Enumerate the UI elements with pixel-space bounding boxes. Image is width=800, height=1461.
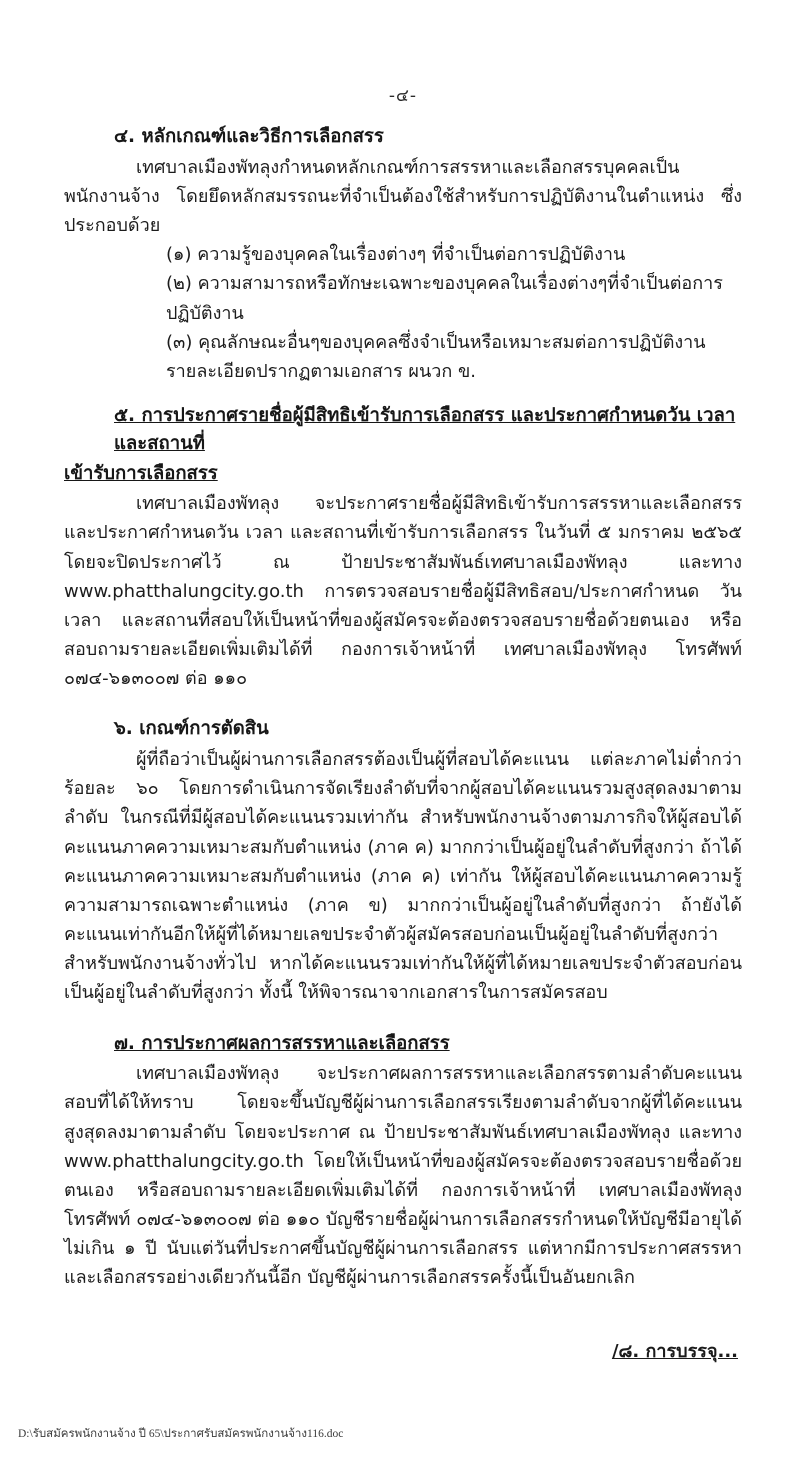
section-7 bbox=[64, 1030, 742, 1293]
continuation-note: /๘. การบรรจุ... bbox=[611, 1341, 738, 1362]
section-6 bbox=[64, 715, 742, 1007]
section-4-note: รายละเอียดปรากฏตามเอกสาร ผนวก ข. bbox=[166, 360, 477, 382]
section-4-list-item-2: (๒) ความสามารถหรือทักษะเฉพาะของบุคคลในเรื่องต่างๆที่จำเป็นต่อการปฏิบัติงาน bbox=[166, 273, 723, 324]
section-5-heading-line2: เข้ารับการเลือกสรร bbox=[64, 462, 218, 484]
page-number: -๔- bbox=[388, 86, 418, 106]
section-7-paragraph-1: เทศบาลเมืองพัทลุง จะประกาศผลการสรรหาและเลือกสรรตามลำดับคะแนนสอบที่ได้ให้ทราบ โดยจะขึ้นบัญชีผู้ผ่านการเลือกสรรเรียงตามลำดับจากผู้ที่ได้คะแนนสูงสุดลงมาตามลำดับ โดยจะประกาศ ณ ป้ายประชาสัมพันธ์เทศบาลเมืองพัทลุง และทาง www.phatthalungcity.go.th โดยให้เป็นหน้าที่ของผู้สมัครจะต้องตรวจสอบรายชื่อด้วยตนเอง หรือสอบถามรายละเอียดเพิ่มเติมได้ที่ กองการเจ้าหน้าที่ เทศบาลเมืองพัทลุง โทรศัพท์ ๐๗๔-๖๑๓๐๐๗ ต่อ ๑๑๐ บัญชีรายชื่อผู้ผ่านการเลือกสรรกำหนดให้บัญชีมีอายุได้ไม่เกิน ๑ ปี นับแต่วันที่ประกาศขึ้นบัญชีผู้ผ่านการเลือกสรร แต่หากมีการประกาศสรรหาและเลือกสรรอย่างเดียวกันนี้อีก บัญชีผู้ผ่านการเลือกสรรครั้งนี้เป็นอันยกเลิก bbox=[64, 1063, 742, 1289]
section-4-heading: ๔. หลักเกณฑ์และวิธีการเลือกสรร bbox=[114, 126, 384, 147]
section-5-heading-line1: ๕. การประกาศรายชื่อผู้มีสิทธิเข้ารับการเลือกสรร และประกาศกำหนดวัน เวลา และสถานที่ bbox=[114, 405, 736, 454]
section-4-list-item-3: (๓) คุณลักษณะอื่นๆของบุคคลซึ่งจำเป็นหรือเหมาะสมต่อการปฏิบัติงาน bbox=[166, 331, 706, 353]
file-path-footer: D:\รับสมัครพนักงานจ้าง ปี 65\ประกาศรับสมัครพนักงานจ้าง116.doc bbox=[18, 1428, 344, 1440]
section-4-list-item-1: (๑) ความรู้ของบุคคลในเรื่องต่างๆ ที่จำเป็นต่อการปฏิบัติงาน bbox=[166, 244, 626, 266]
section-6-heading: ๖. เกณฑ์การตัดสิน bbox=[114, 718, 269, 740]
section-6-paragraph-1: ผู้ที่ถือว่าเป็นผู้ผ่านการเลือกสรรต้องเป็นผู้ที่สอบได้คะแนน แต่ละภาคไม่ต่ำกว่าร้อยละ ๖๐ โดยการดำเนินการจัดเรียงลำดับที่จากผู้สอบได้คะแนนรวมสูงสุดลงมาตามลำดับ ในกรณีที่มีผู้สอบได้คะแนนรวมเท่ากัน สำหรับพนักงานจ้างตามภารกิจให้ผู้สอบได้คะแนนภาคความเหมาะสมกับตำแหน่ง (ภาค ค) มากกว่าเป็นผู้อยู่ในลำดับที่สูงกว่า ถ้าได้คะแนนภาคความเหมาะสมกับตำแหน่ง (ภาค ค) เท่ากัน ให้ผู้สอบได้คะแนนภาคความรู้ความสามารถเฉพาะตำแหน่ง (ภาค ข) มากกว่าเป็นผู้อยู่ในลำดับที่สูงกว่า ถ้ายังได้คะแนนเท่ากันอีกให้ผู้ที่ได้หมายเลขประจำตัวผู้สมัครสอบก่อนเป็นผู้อยู่ในลำดับที่สูงกว่า สำหรับพนักงานจ้างทั่วไป หากได้คะแนนรวมเท่ากันให้ผู้ที่ได้หมายเลขประจำตัวสอบก่อนเป็นผู้อยู่ในลำดับที่สูงกว่า ทั้งนี้ ให้พิจารณาจากเอกสารในการสมัครสอบ bbox=[64, 749, 742, 1004]
section-7-heading: ๗. การประกาศผลการสรรหาและเลือกสรร bbox=[114, 1032, 450, 1054]
section-5 bbox=[64, 402, 742, 693]
section-4-paragraph-1: เทศบาลเมืองพัทลุงกำหนดหลักเกณฑ์การสรรหาและเลือกสรรบุคคลเป็นพนักงานจ้าง โดยยึดหลักสมรรถนะที่จำเป็นต้องใช้สำหรับการปฏิบัติงานในตำแหน่ง ซึ่งประกอบด้วย bbox=[64, 156, 742, 237]
section-5-paragraph-1: เทศบาลเมืองพัทลุง จะประกาศรายชื่อผู้มีสิทธิเข้ารับการสรรหาและเลือกสรร และประกาศกำหนดวัน เวลา และสถานที่เข้ารับการเลือกสรร ในวันที่ ๕ มกราคม ๒๕๖๕ โดยจะปิดประกาศไว้ ณ ป้ายประชาสัมพันธ์เทศบาลเมืองพัทลุง และทาง www.phatthalungcity.go.th การตรวจสอบรายชื่อผู้มีสิทธิสอบ/ประกาศกำหนด วัน เวลา และสถานที่สอบให้เป็นหน้าที่ของผู้สมัครจะต้องตรวจสอบรายชื่อด้วยตนเอง หรือสอบถามรายละเอียดเพิ่มเติมได้ที่ กองการเจ้าหน้าที่ เทศบาลเมืองพัทลุง โทรศัพท์ ๐๗๔-๖๑๓๐๐๗ ต่อ ๑๑๐ bbox=[64, 493, 742, 690]
section-4 bbox=[64, 123, 742, 386]
